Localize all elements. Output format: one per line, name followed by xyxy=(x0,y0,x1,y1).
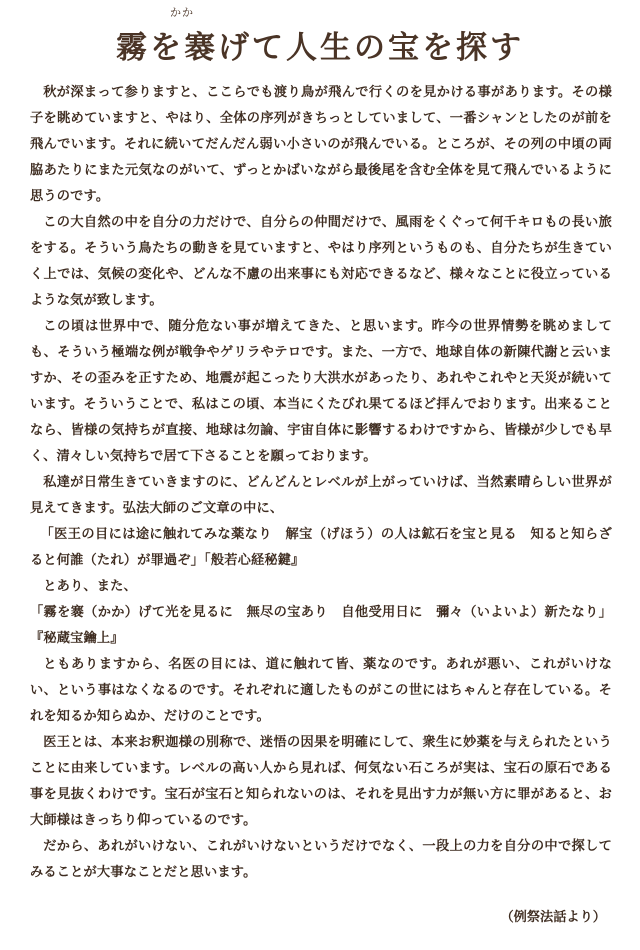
page-title: 霧を褰げて人生の宝を探す xyxy=(116,30,524,66)
paragraph-3: この頃は世界中で、随分危ない事が増えてきた、と思います。昨今の世界情勢を眺めましても、そういう極端な例が戦争やゲリラやテロです。また、一方で、地球自体の新陳代謝と云いますか、その歪みを正すため、地震が起こったり大洪水があったり、あれやこれやと天災が続いています。そういうことで、私はこの頃、本当にくたびれ果てるほど拝んでおります。出来ることなら、皆様の気持ちが直接、地球は勿論、宇宙自体に影響するわけですから、皆様が少しでも早く、清々しい気持ちで居て下さることを願っております。 xyxy=(30,319,612,464)
paragraph-5: とあり、また、 xyxy=(43,579,137,594)
quote-hannya-shingyo-hiken: 「医王の目には途に触れてみな薬なり 解宝（げほう）の人は鉱石を宝と見る 知ると知らざると何誰（たれ）が罪過ぞ」「般若心経秘鍵』 xyxy=(30,527,612,568)
paragraph-4: 私達が日常生きていきますのに、どんどんとレベルが上がっていけば、当然素晴らしい世界が見えてきます。弘法大師のご文章の中に、 xyxy=(30,475,612,516)
title-block xyxy=(0,0,640,70)
source-note: （例祭法話より） xyxy=(500,910,606,925)
paragraph-1: 秋が深まって参りますと、ここらでも渡り鳥が飛んで行くのを見かける事があります。その様子を眺めていますと、やはり、全体の序列がきちっとしていまして、一番シャンとしたのが前を飛んでいます。それに続いてだんだん弱い小さいのが飛んでいる。ところが、その列の中頃の両脇あたりにまた元気なのがいて、ずっとかばいながら最後尾を含む全体を見て飛んでいるように思うのです。 xyxy=(30,85,612,204)
paragraph-7: 医王とは、本来お釈迦様の別称で、迷悟の因果を明確にして、衆生に妙薬を与えられたということに由来しています。レベルの高い人から見れば、何気ない石ころが実は、宝石の原石である事を見抜くわけです。宝石が宝石と知られないのは、それを見出す力が無い方に罪があると、お大師様はきっちり仰っているのです。 xyxy=(30,735,612,828)
title-ruby: かか xyxy=(170,6,194,19)
paragraph-6: ともありますから、名医の目には、道に触れて皆、薬なのです。あれが悪い、これがいけない、という事はなくなるのです。それぞれに適したものがこの世にはちゃんと存在している。それを知るか知らぬか、だけのことです。 xyxy=(30,657,612,724)
article-body xyxy=(30,80,612,886)
paragraph-8: だから、あれがいけない、これがいけないというだけでなく、一段上の力を自分の中で探してみることが大事なことだと思います。 xyxy=(30,839,612,880)
quote-hizo-hoyaku: 「霧を褰（かか）げて光を見るに 無尽の宝あり 自他受用日に 彌々（いよいよ）新たなり」『秘蔵宝鑰上』 xyxy=(30,605,612,646)
paragraph-2: この大自然の中を自分の力だけで、自分らの仲間だけで、風雨をくぐって何千キロもの長い旅をする。そういう鳥たちの動きを見ていますと、やはり序列というものも、自分たちが生きていく上では、気候の変化や、どんな不慮の出来事にも対応できるなど、様々なことに役立っているような気が致します。 xyxy=(30,215,612,308)
